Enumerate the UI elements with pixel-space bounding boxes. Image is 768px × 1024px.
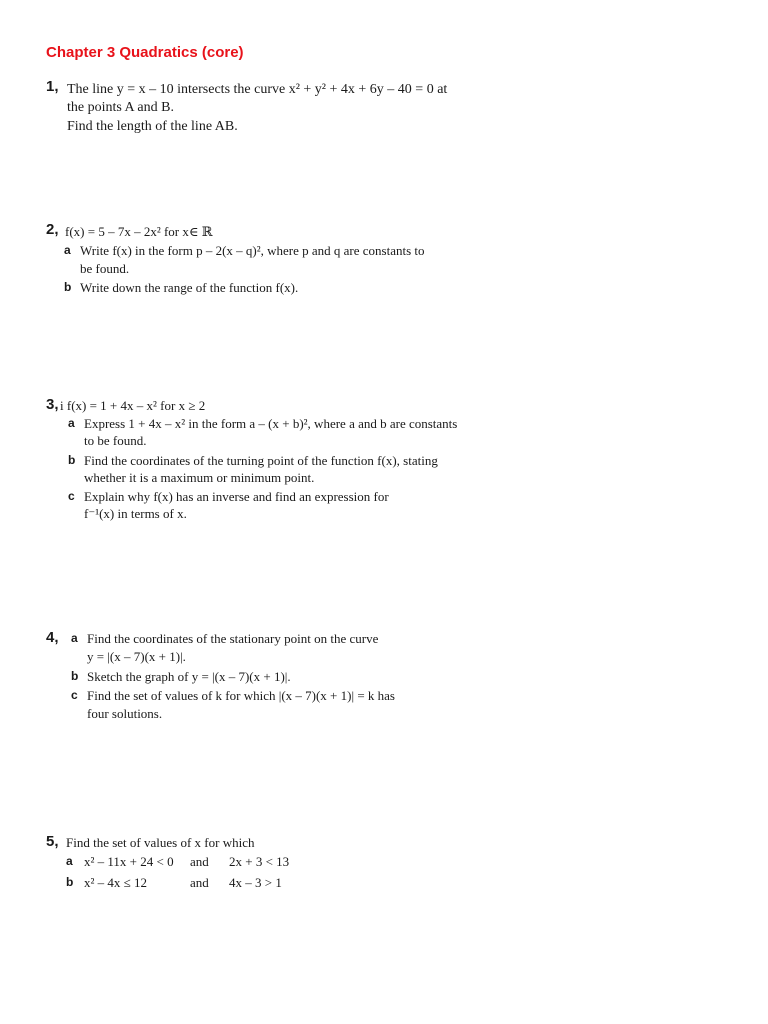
question-5b-and: and (190, 875, 209, 890)
question-4c-line-1: Find the set of values of k for which |(x – 7)(x + 1)| = k has (87, 688, 395, 703)
question-4c-line-2: four solutions. (87, 706, 163, 721)
question-5a-inequality-2: 2x + 3 < 13 (229, 854, 290, 869)
question-5b-inequality-1: x² – 4x ≤ 12 (84, 875, 148, 890)
question-3a-line-1: Express 1 + 4x – x² in the form a – (x + b)², where a and b are constants (84, 416, 458, 431)
question-1-number: 1, (46, 78, 59, 95)
question-3-stem: i f(x) = 1 + 4x – x² for x ≥ 2 (60, 398, 206, 413)
question-5-stem: Find the set of values of x for which (66, 835, 255, 850)
question-1-line-2: the points A and B. (67, 100, 174, 115)
question-2a-line-2: be found. (80, 261, 130, 276)
question-3-number: 3, (46, 396, 59, 413)
question-4b-line-1: Sketch the graph of y = |(x – 7)(x + 1)|. (87, 669, 291, 684)
question-1-line-1: The line y = x – 10 intersects the curve x² + y² + 4x + 6y – 40 = 0 at (67, 82, 448, 97)
question-1-line-3: Find the length of the line AB. (67, 119, 238, 134)
question-5a-inequality-1: x² – 11x + 24 < 0 (84, 854, 174, 869)
question-2a-label: a (64, 243, 71, 257)
question-4a-line-1: Find the coordinates of the stationary point on the curve (87, 631, 379, 646)
question-3c-line-2: f⁻¹(x) in terms of x. (84, 506, 187, 521)
question-2-number: 2, (46, 221, 59, 238)
question-3b-line-1: Find the coordinates of the turning point of the function f(x), stating (84, 453, 438, 468)
question-4-number: 4, (46, 629, 59, 646)
question-3a-line-2: to be found. (84, 433, 147, 448)
question-5-number: 5, (46, 833, 59, 850)
question-3a-label: a (68, 416, 75, 430)
question-3c-label: c (68, 489, 75, 503)
question-4c-label: c (71, 688, 78, 702)
question-2a-line-1: Write f(x) in the form p – 2(x – q)², where p and q are constants to (80, 243, 425, 258)
question-3b-label: b (68, 453, 76, 467)
question-4b-label: b (71, 669, 79, 683)
question-4a-line-2: y = |(x – 7)(x + 1)|. (87, 649, 186, 664)
question-2-stem: f(x) = 5 – 7x – 2x² for x∈ ℝ (65, 224, 213, 239)
question-5a-and: and (190, 854, 209, 869)
question-3b-line-2: whether it is a maximum or minimum point. (84, 470, 315, 485)
question-5a-label: a (66, 854, 73, 868)
question-2b-label: b (64, 280, 72, 294)
question-2b-line-1: Write down the range of the function f(x). (80, 280, 299, 295)
question-3c-line-1: Explain why f(x) has an inverse and find an expression for (84, 489, 389, 504)
question-5b-label: b (66, 875, 74, 889)
page-title: Chapter 3 Quadratics (core) (46, 44, 244, 61)
question-5b-inequality-2: 4x – 3 > 1 (229, 875, 282, 890)
question-4a-label: a (71, 631, 78, 645)
